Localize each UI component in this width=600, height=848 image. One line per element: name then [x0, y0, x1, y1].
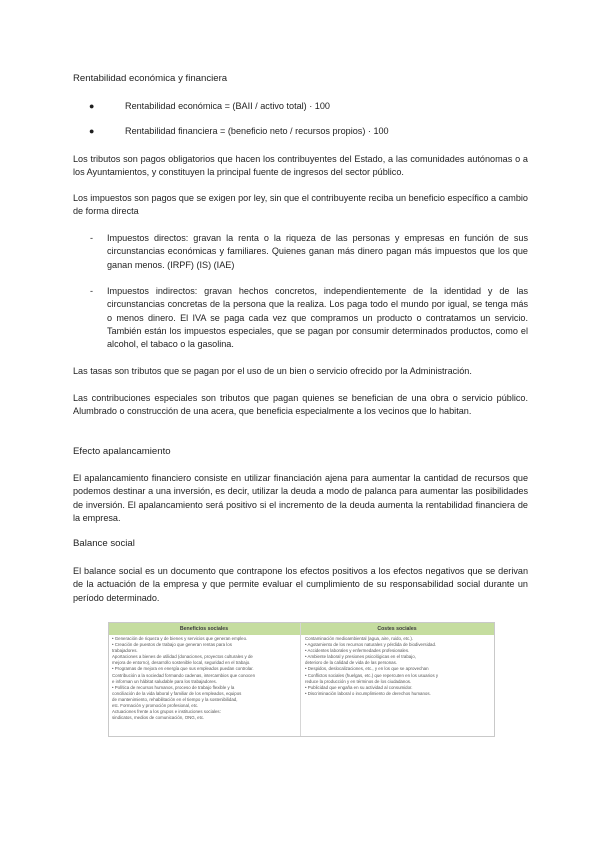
table-cell: e informan un hábitat saludable para los trabajadores. — [112, 678, 217, 684]
paragraph-tasas: Las tasas son tributos que se pagan por el uso de un bien o servicio ofrecido por la Administración. — [73, 366, 472, 376]
table-header-costes: Costes sociales — [377, 626, 417, 632]
table-cell: Aportaciones a bienes de utilidad (donaciones, proyectos culturales y de — [112, 654, 253, 660]
table-cell: Contribución a la sociedad formando cadenas, intercambios que conocen — [112, 672, 256, 678]
table-cell: • Discriminación laboral o incumplimiento de derechos humanos. — [305, 690, 431, 696]
table-cell: conciliación de la vida laboral y familiar de los empleados, equipos — [112, 690, 242, 696]
balance-social-table-image — [108, 622, 495, 737]
table-cell: sindicatos, medios de comunicación, ONG, etc. — [112, 715, 205, 721]
table-header-beneficios: Beneficios sociales — [179, 626, 229, 632]
paragraph-impuestos: Los impuestos son pagos que se exigen por ley, sin que el contribuyente reciba un beneficio específico a cambio de forma directa — [73, 193, 528, 217]
table-cell: • Política de recursos humanos, proceso de trabajo flexible y la — [112, 684, 235, 690]
table-cell: • Despidos, deslocalizaciones, etc., y en los que se aprovechan — [305, 666, 429, 672]
table-cell: • Publicidad que engaña en su actividad al consumidor. — [305, 684, 413, 690]
table-cell: mejora de entorno), desarrollo sostenible local, seguridad en el trabajo. — [112, 660, 251, 666]
bullet-dot-icon: ● — [89, 101, 95, 111]
table-cell: trabajadores. — [112, 648, 138, 654]
section-title-apalancamiento: Efecto apalancamiento — [73, 446, 171, 457]
table-cell: de mantenimiento, rehabilitación en el tiempo y la sostenibilidad, — [112, 696, 238, 702]
table-cell: deterioro de la calidad de vida de las personas. — [305, 660, 398, 666]
table-cell: reduce la producción y en términos de los ciudadanos. — [305, 678, 412, 684]
table-header — [109, 623, 494, 635]
table-cell: • Creación de puestos de trabajo que generan rentas para los — [112, 642, 232, 648]
table-divider — [300, 623, 301, 736]
table-cell: • Generación de riqueza y de bienes y servicios que generan empleo. — [112, 636, 248, 641]
table-cell: Contaminación medioambiental (agua, aire, ruido, etc.). — [305, 636, 414, 641]
table-cell: • Agotamiento de los recursos naturales y pérdida de biodiversidad. — [305, 642, 437, 648]
paragraph-apalancamiento: El apalancamiento financiero consiste en utilizar financiación ajena para aumentar la cantidad de recursos que podemos destinar a una inversión, es decir, utilizar la deuda a modo de palanca para aumentar las posibilidades de inversión. El apalancamiento será positivo si el incremento de la deuda aumenta la rentabilidad financiera de la empresa. — [73, 473, 528, 523]
section-title-rentabilidad: Rentabilidad económica y financiera — [73, 73, 228, 84]
table-cell: • Programas de mejora en energía que sus empleados puedan controlar. — [112, 666, 254, 672]
bullet-dot-icon: ● — [89, 126, 95, 136]
table-cell: • Ambiente laboral y presiones psicológicas en el trabajo, — [305, 654, 416, 660]
paragraph-contribuciones: Las contribuciones especiales son tributos que pagan quienes se benefician de una obra o servicio público. Alumbrado o construcción de una acera, que beneficia especialmente a los vecinos que lo habitan. — [73, 393, 528, 417]
paragraph-tributos: Los tributos son pagos obligatorios que hacen los contribuyentes del Estado, a las comunidades autónomas o a los Ayuntamientos, y constituyen la principal fuente de ingresos del sector público. — [73, 154, 528, 178]
table-cell: Actuaciones frente a los grupos e instituciones sociales: — [112, 709, 221, 715]
table-cell: • Accidentes laborales y enfermedades profesionales. — [305, 648, 410, 654]
paragraph-balance-social: El balance social es un documento que contrapone los efectos positivos a los efectos negativos que se derivan de la actuación de la empresa y que permite evaluar el cumplimiento de su responsabilidad social durante un período determinado. — [73, 566, 528, 603]
table-column-costes — [305, 636, 490, 697]
table-cell: etc. Formación y promoción profesional, etc. — [112, 703, 199, 709]
table-cell: • Conflictos sociales (huelgas, etc.) que repercuten en los usuarios y — [305, 672, 439, 678]
table-column-beneficios — [112, 636, 296, 721]
section-title-balance-social: Balance social — [73, 538, 135, 549]
